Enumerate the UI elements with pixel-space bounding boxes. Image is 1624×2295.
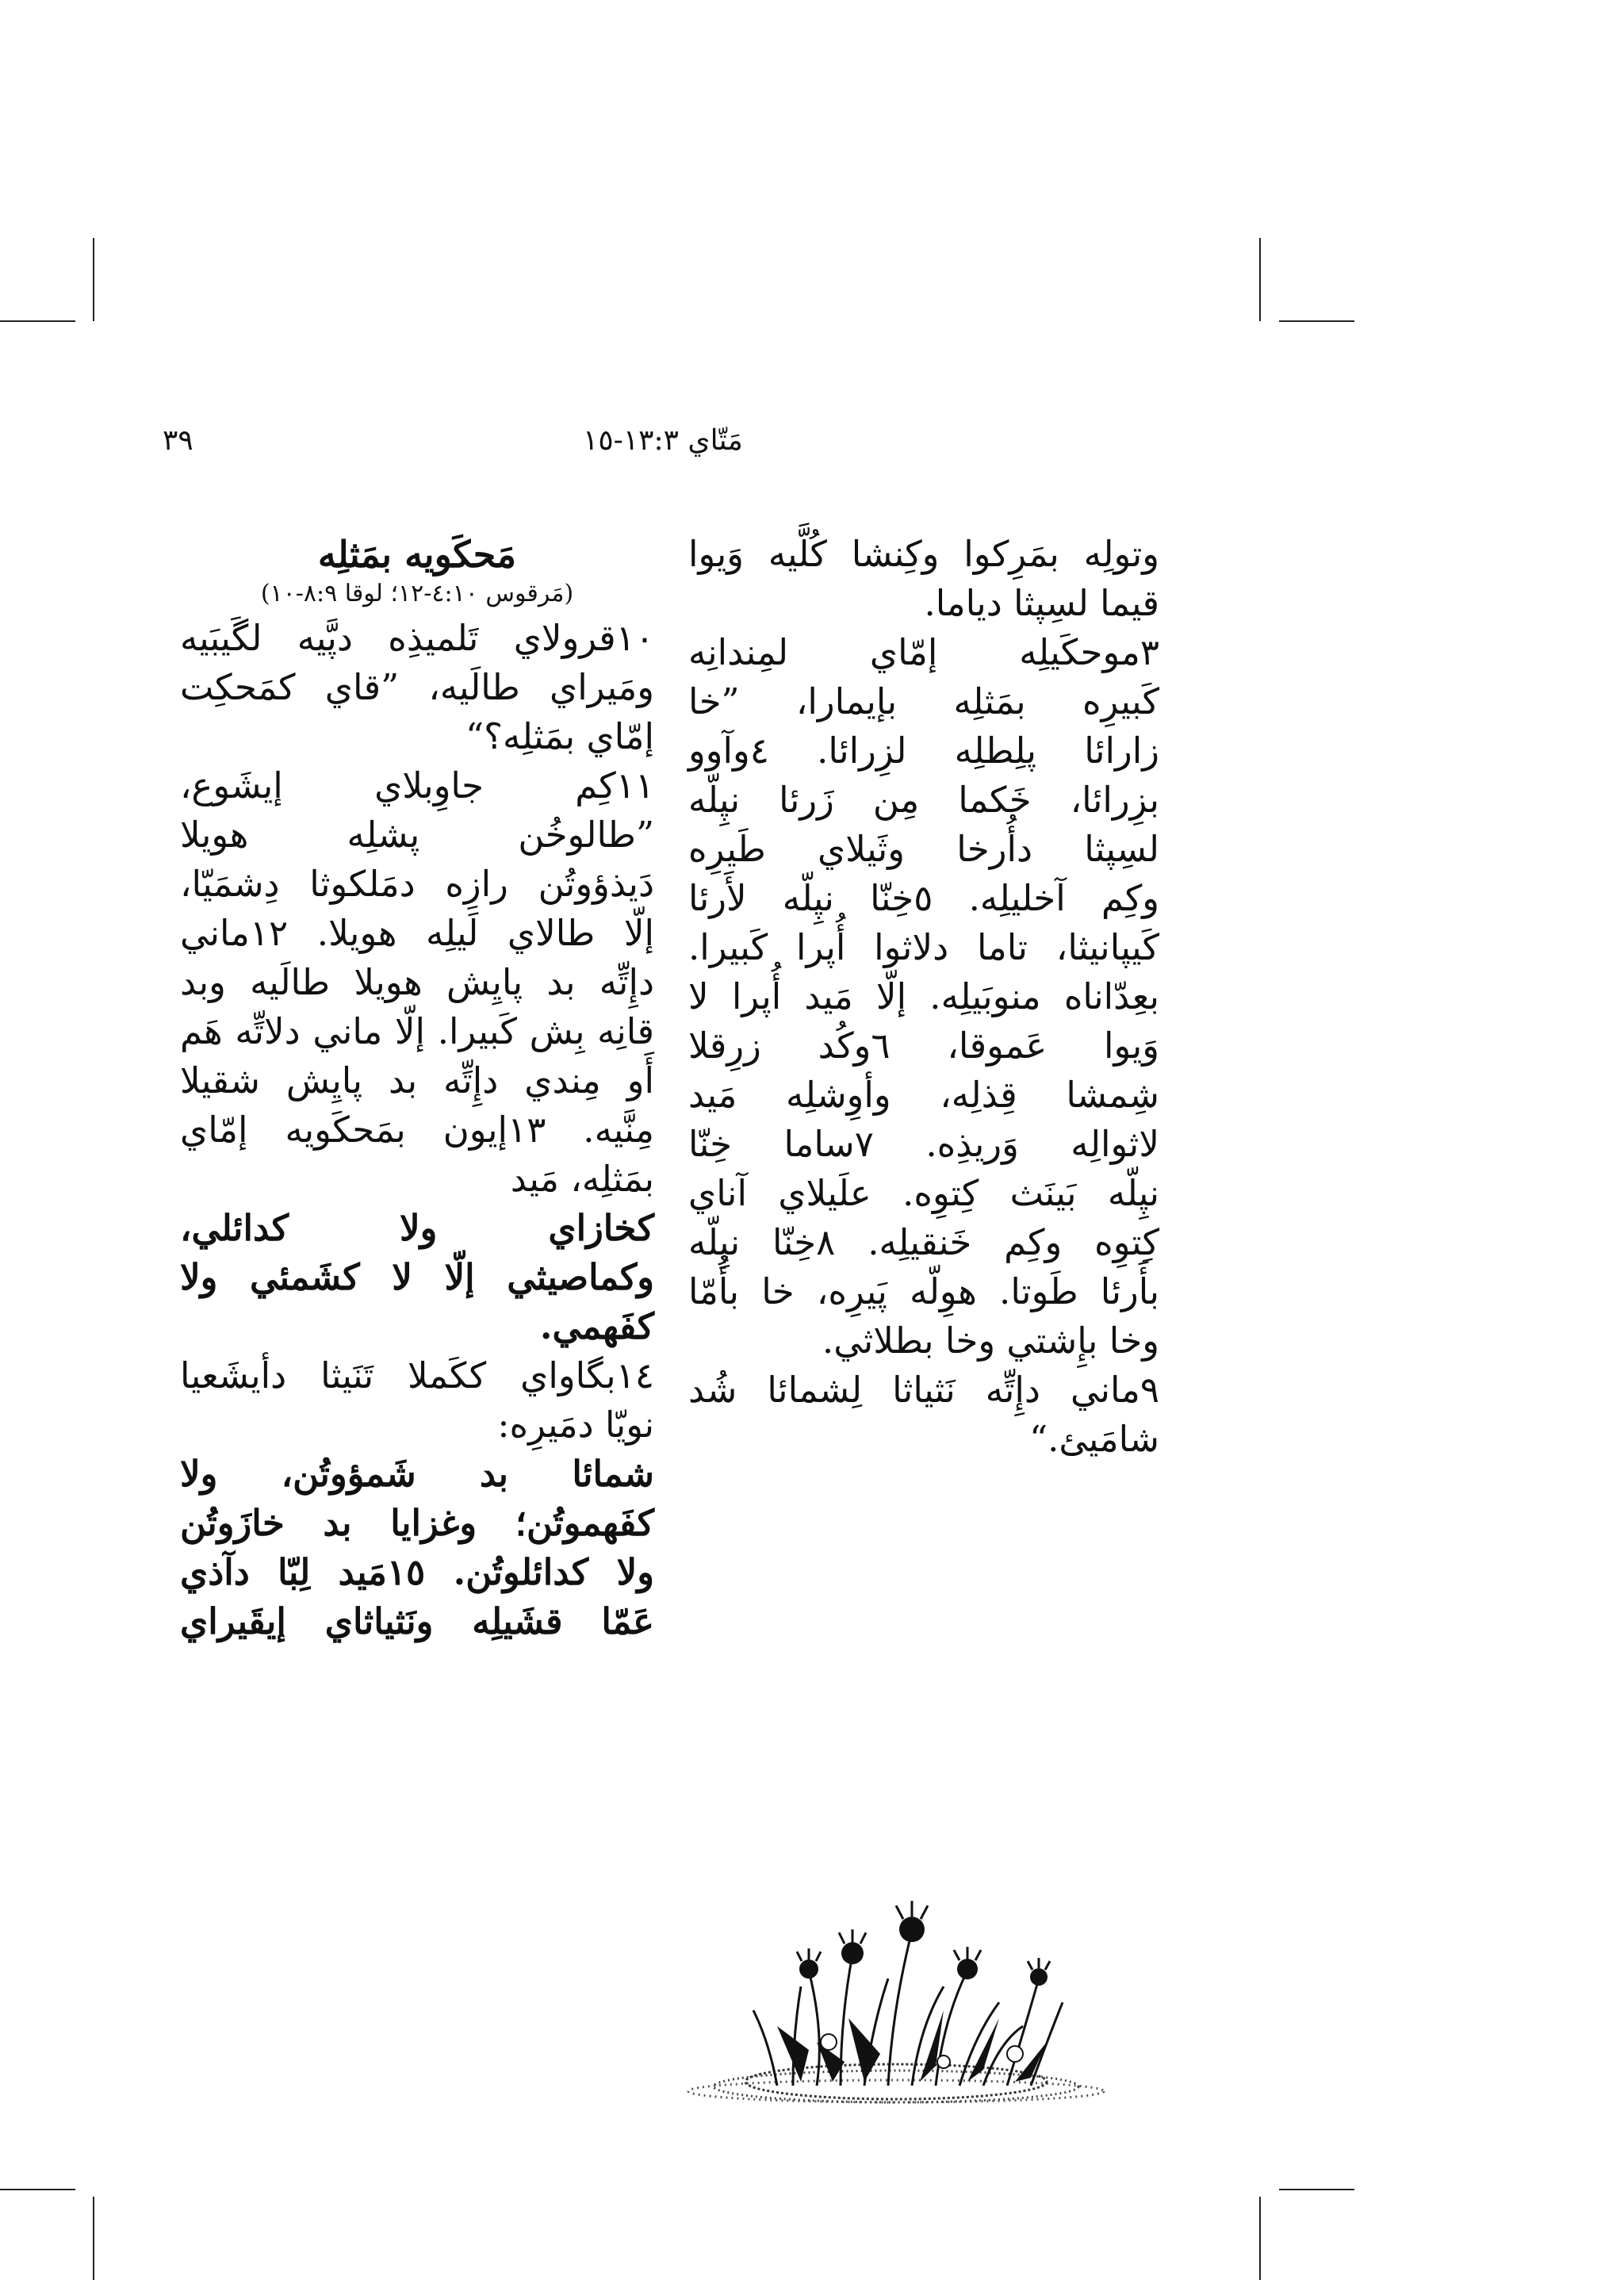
- right-column: [688, 530, 1159, 1464]
- text-line: نويّا دمَيرِه:: [497, 1404, 654, 1446]
- text-line: إلّا طالاي لَيلِه هويلا. ١٢ماني: [180, 912, 654, 954]
- crop-mark-bottom-left: [93, 2197, 94, 2280]
- quote-line: عَمّا قشَيلِه ونَثياثاي إيقَيراي: [180, 1600, 654, 1642]
- text-line: زارائا پلِطلِه لزِرائا. ٤وآوو: [688, 730, 1159, 772]
- text-line: دَيذؤوتُن رازِه دمَلكوثا دِشمَيّا،: [180, 863, 654, 905]
- crop-mark-bottom-right-h: [1279, 2189, 1354, 2190]
- text-line: كَبيرِه بمَثلِه بإيمارا، ”خا: [688, 680, 1159, 722]
- quote-line: شمائا بد شَمؤوتُن، ولا: [180, 1453, 654, 1495]
- text-line: لاثوالِه وَريذِه. ٧ساما خِنّا: [688, 1123, 1159, 1165]
- text-line: بمَثلِه، مَيد: [510, 1158, 654, 1200]
- text-line: ١٠قرولاي تَلميذِه دپَّيه لگَيبَيه: [180, 617, 654, 659]
- parallel-references: (مَرقوس ٤:١٠-١٢؛ لوقا ٨:٩-١٠): [260, 580, 574, 607]
- text-line: بعِدّاناه منوبَيلِه. إلّا مَيد أُپرا لا: [688, 975, 1159, 1017]
- text-line: كِتوِه وكِم خَنقيلِه. ٨خِنّا نپِلّه: [688, 1221, 1159, 1263]
- crop-mark-top-left-h: [0, 320, 75, 322]
- text-line: بأَرئا طَوتا. هوِلّه پَيرِه، خا بأُمّا: [688, 1270, 1159, 1312]
- thistle-plants-illustration-icon: [682, 1883, 1110, 2113]
- quote-line: ولا كدائلوتُن. ١٥مَيد لِبّا دآذي: [180, 1551, 654, 1593]
- crop-mark-bottom-right: [1259, 2197, 1261, 2280]
- crop-mark-top-right-h: [1279, 320, 1354, 322]
- text-line: وخا بإِشتي وخا بطلاثي.: [822, 1320, 1159, 1362]
- text-line: قيما لسِپثا دياما.: [924, 582, 1159, 624]
- text-line: كَيپانيثا، تاما دلاثوا أُپرا كَبيرا.: [688, 926, 1159, 968]
- text-line: ١٤بگاواي ككَملا تَنَيثا دأيشَعيا: [180, 1354, 654, 1397]
- page-number: ٣٩: [163, 424, 193, 457]
- crop-mark-top-right: [1259, 238, 1261, 321]
- section-heading: مَحكَويه بمَثلِه: [317, 533, 517, 576]
- text-line: وكِم آخليلِه. ٥خِنّا نپِلّه لأَرئا: [688, 877, 1159, 919]
- text-line: ١١كِم جاوِبلاي إيشَوع،: [180, 764, 654, 807]
- quote-line: كفَهموتُن؛ وغزايا بد خازَوتُن: [180, 1502, 654, 1544]
- text-line: أَو مِندي دإِتِّه بد پايِش شقيلا: [180, 1059, 654, 1102]
- text-line: قانِه بِش كَبيرا. إلّا ماني دلاتِّه هَم: [180, 1010, 654, 1052]
- crop-mark-top-left: [93, 238, 94, 321]
- text-line: وَيوا عَموقا، ٦وكُد زرِقلا: [688, 1025, 1159, 1067]
- text-line: شامَيئ.“: [1029, 1418, 1159, 1460]
- text-line: ”طالوخُن پشلِه هويلا: [180, 814, 654, 856]
- text-line: دإِتِّه بد پايِش هويلا طالَيه وبد: [180, 961, 654, 1003]
- text-line: مِنَّيه. ١٣إيون بمَحكَويه إمّاي: [180, 1109, 655, 1151]
- text-line: ٣موحكَيلِه إمّاي لمِندانِه: [688, 631, 1159, 673]
- text-line: بزِرائا، خَكما مِن زَرئا نپِلّه: [688, 779, 1159, 821]
- text-line: نپِلّه بَينَث كِتوِه. علَيلاي آناي: [688, 1172, 1159, 1214]
- running-title: مَتّاي ١٣:٣-١٥: [583, 424, 743, 457]
- left-column: [180, 530, 654, 1646]
- quote-line: كفَهمي.: [539, 1305, 654, 1347]
- quote-line: وكماصيثي إلّا لا كشَمئي ولا: [180, 1256, 654, 1298]
- text-line: شِمشا قِذلِه، وأوِشلِه مَيد: [688, 1074, 1159, 1116]
- text-line: ومَيراي طالَيه، ”قاي كمَحكِت: [180, 666, 654, 708]
- text-line: لسِپثا دأُرخا وثَيلاي طَيرِه: [688, 828, 1159, 870]
- text-line: إمّاي بمَثلِه؟“: [465, 715, 654, 757]
- quote-line: كخازاي ولا كدائلي،: [180, 1207, 654, 1249]
- text-line: وتولِه بمَرِكوا وكِنشا كُلَّيه وَيوا: [688, 533, 1159, 575]
- crop-mark-bottom-left-h: [0, 2189, 75, 2190]
- text-line: ٩ماني دإِتِّه نَثياثا لِشمائا شُد: [688, 1369, 1159, 1411]
